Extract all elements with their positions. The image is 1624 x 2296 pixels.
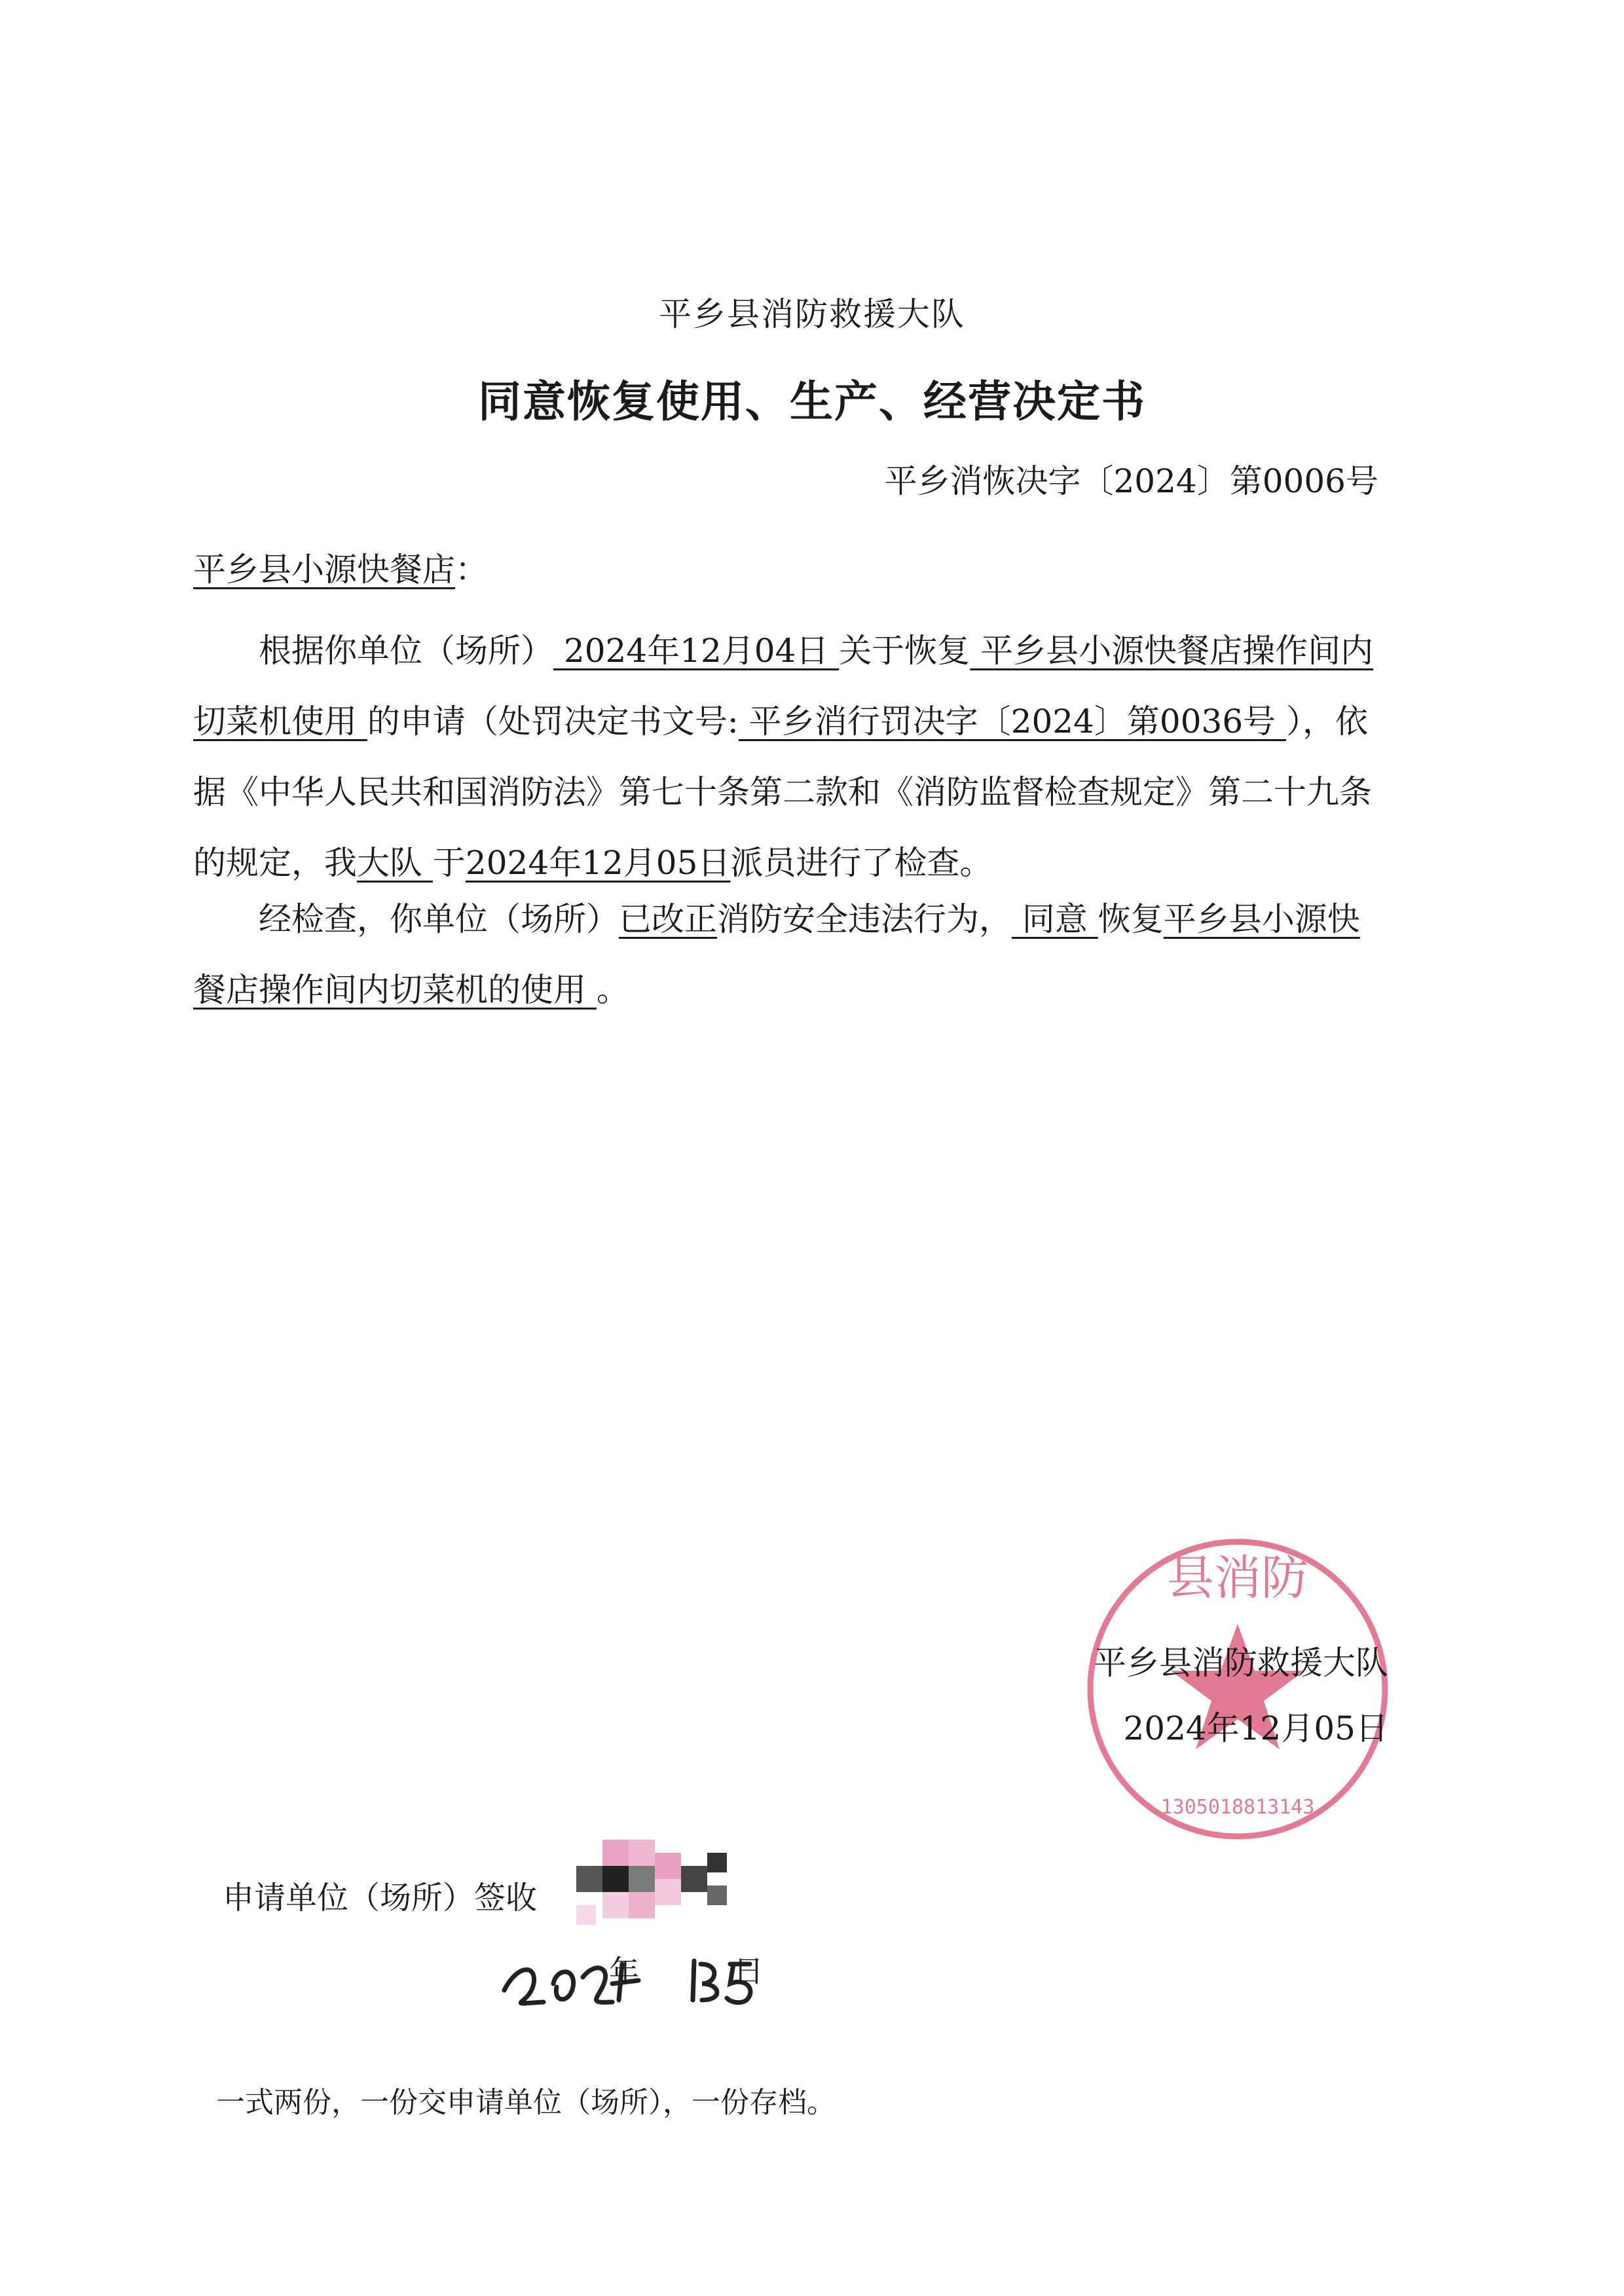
paragraph-decision [193, 884, 1392, 1025]
p1-text-f: 派员进行了检查。 [730, 844, 993, 882]
application-subject: 平乡县小源快餐店操作间内切菜机使用 [193, 632, 1374, 740]
seal-code: 1305018813143 [1160, 1796, 1315, 1819]
correction-status: 已改正 [619, 900, 717, 938]
document-title: 同意恢复使用、生产、经营决定书 [478, 376, 1146, 427]
p1-text-a: 根据你单位（场所） [259, 632, 553, 670]
p2-text-b: 消防安全违法行为， [717, 900, 1012, 938]
decision-result: 同意 [1012, 900, 1098, 938]
inspection-date: 2024年12月05日 [465, 844, 731, 882]
receipt-date-month: 年 [609, 1954, 639, 1989]
application-date: 2024年12月04日 [553, 632, 840, 670]
signature-date: 2024年12月05日 [1123, 1709, 1388, 1747]
issuing-authority: 平乡县消防救援大队 [659, 295, 965, 333]
addressee [193, 543, 488, 591]
inspecting-unit: 大队 [357, 844, 433, 882]
signature-organization: 平乡县消防救援大队 [1094, 1644, 1388, 1682]
p2-text-c: 恢复 [1098, 900, 1164, 938]
p1-text-c: 的申请（处罚决定书文号: [367, 702, 739, 740]
redacted-signature [576, 1840, 733, 1938]
paragraph-application [193, 615, 1392, 898]
p1-text-d: ），依据《中华人民共和国消防法》第七十条第二款和《消防监督检查规定》第二十九条的规定，我 [193, 702, 1372, 882]
addressee-colon: ： [455, 551, 488, 589]
p2-text-d: 。 [596, 971, 629, 1009]
resumption-scope: 平乡县小源快餐店操作间内切菜机的使用 [193, 900, 1360, 1009]
seal-text: 县消防 [1166, 1550, 1309, 1605]
receipt-date-day: 日 [733, 1954, 764, 1989]
p1-text-b: 关于恢复 [839, 632, 970, 670]
p2-text-a: 经检查，你单位（场所） [259, 900, 619, 938]
addressee-name: 平乡县小源快餐店 [193, 551, 455, 589]
official-seal [1074, 1525, 1401, 1853]
p1-text-e: 于 [432, 844, 466, 882]
penalty-decision-number: 平乡消行罚决字〔2024〕第0036号 [738, 702, 1287, 740]
document-number: 平乡消恢决字〔2024〕第0006号 [884, 462, 1378, 500]
copies-note: 一式两份，一份交申请单位（场所），一份存档。 [216, 2086, 836, 2119]
receipt-label: 申请单位（场所）签收 [223, 1880, 538, 1916]
